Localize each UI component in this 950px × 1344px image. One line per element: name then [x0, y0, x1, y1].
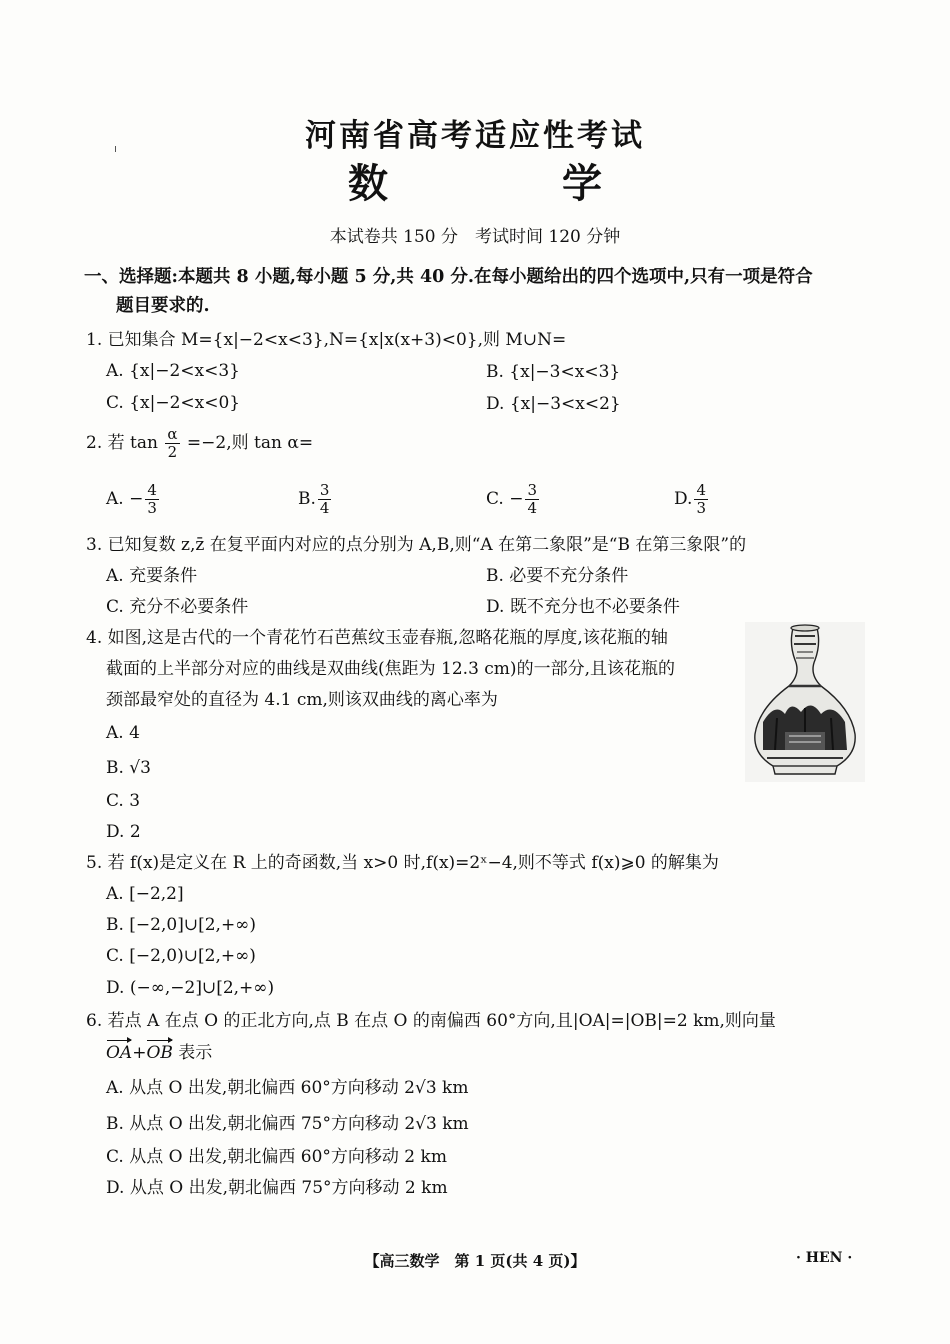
q1-option-d: D. {x|−3<x<2}	[486, 394, 621, 414]
q2-c-label: C. −	[486, 489, 524, 509]
q2-c-den: 4	[527, 499, 537, 517]
q1-option-a: A. {x|−2<x<3}	[106, 361, 240, 381]
q2-d-den: 3	[696, 499, 706, 517]
q2-option-d	[674, 482, 710, 517]
q2-a-num: 4	[147, 481, 157, 499]
q2-frac-num: α	[167, 425, 178, 443]
q6-option-c: C. 从点 O 出发,朝北偏西 60°方向移动 2 km	[106, 1147, 447, 1167]
q6-option-a: A. 从点 O 出发,朝北偏西 60°方向移动 2√3 km	[106, 1078, 469, 1098]
q6-stem-line1: 6. 若点 A 在点 O 的正北方向,点 B 在点 O 的南偏西 60°方向,且|OA|=|OB|=2 km,则向量	[86, 1011, 776, 1031]
exam-title: 河南省高考适应性考试	[305, 118, 645, 154]
q2-a-label: A. −	[106, 489, 144, 509]
q2-stem-pre: 2. 若 tan	[86, 433, 158, 453]
q2-stem-fraction	[165, 426, 179, 461]
q1-option-b: B. {x|−3<x<3}	[486, 362, 621, 382]
q2-stem-post: =−2,则 tan α=	[186, 433, 314, 453]
vector-plus: +	[132, 1043, 147, 1063]
q3-option-a: A. 充要条件	[106, 566, 198, 586]
q2-stem	[86, 426, 313, 461]
section-heading-line1: 一、选择题:本题共 8 小题,每小题 5 分,共 40 分.在每小题给出的四个选项中,只有一项是符合	[84, 267, 813, 287]
section-heading-line2: 题目要求的.	[116, 296, 210, 316]
q4-stem-line3: 颈部最窄处的直径为 4.1 cm,则该双曲线的离心率为	[106, 690, 498, 710]
q5-option-d: D. (−∞,−2]∪[2,+∞)	[106, 978, 275, 998]
q2-option-a	[106, 482, 161, 517]
q4-option-b: B. √3	[106, 758, 151, 778]
q4-option-a: A. 4	[106, 723, 140, 743]
q2-d-fraction	[694, 482, 708, 517]
q6-option-b: B. 从点 O 出发,朝北偏西 75°方向移动 2√3 km	[106, 1114, 469, 1134]
q2-option-b	[298, 482, 333, 517]
q3-option-c: C. 充分不必要条件	[106, 597, 249, 617]
q6-stem-line2	[106, 1042, 212, 1064]
q2-a-fraction	[145, 482, 159, 517]
q5-option-a: A. [−2,2]	[106, 884, 184, 904]
q2-a-den: 3	[147, 499, 157, 517]
q5-option-b: B. [−2,0]∪[2,+∞)	[106, 915, 256, 935]
q4-stem-line1: 4. 如图,这是古代的一个青花竹石芭蕉纹玉壶春瓶,忽略花瓶的厚度,该花瓶的轴	[86, 628, 668, 648]
q5-option-c: C. [−2,0)∪[2,+∞)	[106, 946, 256, 966]
subject-title: 数 学	[348, 160, 682, 207]
page-footer: 【高三数学 第 1 页(共 4 页)】	[364, 1252, 586, 1270]
q1-stem: 1. 已知集合 M={x|−2<x<3},N={x|x(x+3)<0},则 M∪N=	[86, 330, 567, 350]
q5-stem: 5. 若 f(x)是定义在 R 上的奇函数,当 x>0 时,f(x)=2ˣ−4,则不等式 f(x)⩾0 的解集为	[86, 853, 719, 873]
vector-oa: OA	[106, 1043, 133, 1063]
q4-stem-line2: 截面的上半部分对应的曲线是双曲线(焦距为 12.3 cm)的一部分,且该花瓶的	[106, 659, 675, 679]
q2-d-num: 4	[696, 481, 706, 499]
q2-d-label: D.	[674, 489, 693, 509]
q1-option-c: C. {x|−2<x<0}	[106, 393, 241, 413]
vector-ob: OB	[146, 1043, 173, 1063]
q3-stem: 3. 已知复数 z,z̄ 在复平面内对应的点分别为 A,B,则“A 在第二象限”是“B 在第三象限”的	[86, 535, 747, 555]
q3-option-b: B. 必要不充分条件	[486, 566, 629, 586]
q2-b-num: 3	[319, 481, 330, 499]
q2-b-fraction	[318, 482, 332, 517]
q2-b-den: 4	[319, 499, 330, 517]
q3-option-d: D. 既不充分也不必要条件	[486, 597, 680, 617]
q2-c-fraction	[525, 482, 539, 517]
q2-option-c	[486, 482, 541, 517]
q6-option-d: D. 从点 O 出发,朝北偏西 75°方向移动 2 km	[106, 1178, 448, 1198]
q4-option-d: D. 2	[106, 822, 141, 842]
exam-meta: 本试卷共 150 分 考试时间 120 分钟	[329, 227, 621, 247]
q4-option-c: C. 3	[106, 791, 141, 811]
paper-code: · HEN ·	[796, 1250, 853, 1266]
q2-b-label: B.	[298, 489, 316, 509]
q2-frac-den: 2	[167, 443, 178, 461]
q2-c-num: 3	[527, 481, 537, 499]
vase-image	[745, 622, 865, 782]
q6-stem-tail: 表示	[172, 1043, 213, 1063]
